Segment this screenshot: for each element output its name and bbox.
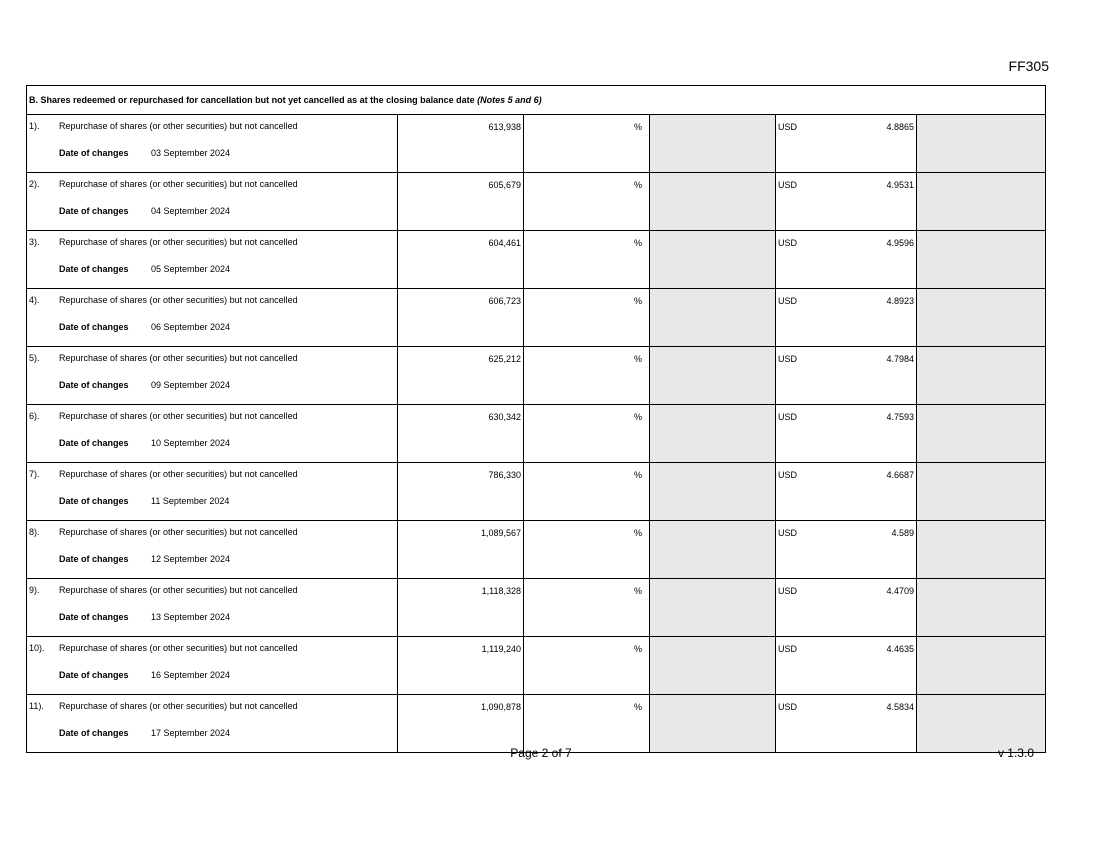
blank-grey-cell bbox=[650, 231, 776, 289]
section-header bbox=[27, 86, 1046, 115]
quantity-cell: 1,118,328 bbox=[398, 579, 524, 637]
percent-cell: % bbox=[524, 463, 650, 521]
blank-grey-cell bbox=[650, 695, 776, 753]
table-row bbox=[27, 405, 1046, 463]
date-value: 11 September 2024 bbox=[151, 496, 230, 506]
date-label: Date of changes bbox=[59, 322, 129, 332]
date-label: Date of changes bbox=[59, 148, 129, 158]
row-description: Repurchase of shares (or other securities) but not cancelled bbox=[59, 411, 298, 421]
blank-grey-cell bbox=[650, 579, 776, 637]
row-number: 9). bbox=[29, 585, 40, 595]
percent-cell: % bbox=[524, 173, 650, 231]
row-description: Repurchase of shares (or other securities) but not cancelled bbox=[59, 469, 298, 479]
blank-grey-cell bbox=[917, 405, 1046, 463]
table-row bbox=[27, 463, 1046, 521]
blank-grey-cell bbox=[917, 463, 1046, 521]
section-header-row bbox=[27, 86, 1046, 115]
description-cell bbox=[27, 173, 398, 231]
currency-label: USD bbox=[778, 296, 798, 306]
row-description: Repurchase of shares (or other securities) but not cancelled bbox=[59, 701, 298, 711]
blank-grey-cell bbox=[917, 173, 1046, 231]
currency-label: USD bbox=[778, 238, 798, 248]
blank-grey-cell bbox=[650, 463, 776, 521]
row-number: 8). bbox=[29, 527, 40, 537]
section-title: B. Shares redeemed or repurchased for cancellation but not yet cancelled as at the closing balance date bbox=[29, 95, 475, 105]
row-number: 10). bbox=[29, 643, 45, 653]
description-cell bbox=[27, 579, 398, 637]
blank-grey-cell bbox=[917, 521, 1046, 579]
blank-grey-cell bbox=[917, 695, 1046, 753]
date-label: Date of changes bbox=[59, 728, 129, 738]
price-cell bbox=[776, 521, 917, 579]
page-number: Page 2 of 7 bbox=[510, 746, 572, 760]
table-row bbox=[27, 115, 1046, 173]
quantity-cell: 605,679 bbox=[398, 173, 524, 231]
blank-grey-cell bbox=[917, 289, 1046, 347]
date-label: Date of changes bbox=[59, 612, 129, 622]
row-description: Repurchase of shares (or other securities) but not cancelled bbox=[59, 179, 298, 189]
blank-grey-cell bbox=[650, 115, 776, 173]
price-value: 4.589 bbox=[891, 528, 914, 538]
row-number: 3). bbox=[29, 237, 40, 247]
blank-grey-cell bbox=[650, 173, 776, 231]
price-cell bbox=[776, 289, 917, 347]
quantity-cell: 606,723 bbox=[398, 289, 524, 347]
row-number: 1). bbox=[29, 121, 40, 131]
price-value: 4.9596 bbox=[886, 238, 914, 248]
version-label: v 1.3.0 bbox=[997, 746, 1034, 760]
repurchase-table bbox=[26, 85, 1046, 753]
blank-grey-cell bbox=[650, 521, 776, 579]
date-value: 09 September 2024 bbox=[151, 380, 231, 390]
price-cell bbox=[776, 579, 917, 637]
date-value: 03 September 2024 bbox=[151, 148, 231, 158]
section-notes: (Notes 5 and 6) bbox=[477, 95, 542, 105]
percent-cell: % bbox=[524, 289, 650, 347]
price-value: 4.8923 bbox=[886, 296, 914, 306]
row-description: Repurchase of shares (or other securities) but not cancelled bbox=[59, 585, 298, 595]
percent-cell: % bbox=[524, 637, 650, 695]
row-description: Repurchase of shares (or other securities) but not cancelled bbox=[59, 353, 298, 363]
percent-cell: % bbox=[524, 347, 650, 405]
blank-grey-cell bbox=[917, 637, 1046, 695]
price-value: 4.4635 bbox=[886, 644, 914, 654]
blank-grey-cell bbox=[917, 579, 1046, 637]
table-row bbox=[27, 695, 1046, 753]
price-value: 4.4709 bbox=[886, 586, 914, 596]
table-row bbox=[27, 521, 1046, 579]
date-label: Date of changes bbox=[59, 264, 129, 274]
price-value: 4.7593 bbox=[886, 412, 914, 422]
date-label: Date of changes bbox=[59, 670, 129, 680]
currency-label: USD bbox=[778, 354, 798, 364]
form-code: FF305 bbox=[1008, 58, 1049, 74]
percent-cell: % bbox=[524, 521, 650, 579]
description-cell bbox=[27, 695, 398, 753]
percent-cell: % bbox=[524, 579, 650, 637]
currency-label: USD bbox=[778, 644, 798, 654]
description-cell bbox=[27, 463, 398, 521]
currency-label: USD bbox=[778, 122, 798, 132]
blank-grey-cell bbox=[650, 289, 776, 347]
date-value: 16 September 2024 bbox=[151, 670, 231, 680]
row-number: 6). bbox=[29, 411, 40, 421]
row-description: Repurchase of shares (or other securities) but not cancelled bbox=[59, 121, 298, 131]
price-value: 4.6687 bbox=[886, 470, 914, 480]
currency-label: USD bbox=[778, 702, 798, 712]
percent-cell: % bbox=[524, 695, 650, 753]
blank-grey-cell bbox=[917, 115, 1046, 173]
quantity-cell: 604,461 bbox=[398, 231, 524, 289]
row-number: 7). bbox=[29, 469, 40, 479]
price-value: 4.5834 bbox=[886, 702, 914, 712]
quantity-cell: 1,090,878 bbox=[398, 695, 524, 753]
blank-grey-cell bbox=[917, 231, 1046, 289]
date-label: Date of changes bbox=[59, 206, 129, 216]
description-cell bbox=[27, 405, 398, 463]
price-value: 4.9531 bbox=[886, 180, 914, 190]
date-value: 12 September 2024 bbox=[151, 554, 231, 564]
blank-grey-cell bbox=[650, 637, 776, 695]
table-row bbox=[27, 231, 1046, 289]
price-cell bbox=[776, 637, 917, 695]
percent-cell: % bbox=[524, 115, 650, 173]
row-number: 5). bbox=[29, 353, 40, 363]
quantity-cell: 1,089,567 bbox=[398, 521, 524, 579]
row-number: 2). bbox=[29, 179, 40, 189]
table-row bbox=[27, 173, 1046, 231]
price-cell bbox=[776, 173, 917, 231]
currency-label: USD bbox=[778, 180, 798, 190]
date-value: 05 September 2024 bbox=[151, 264, 231, 274]
row-description: Repurchase of shares (or other securities) but not cancelled bbox=[59, 643, 298, 653]
price-value: 4.7984 bbox=[886, 354, 914, 364]
date-value: 13 September 2024 bbox=[151, 612, 231, 622]
price-cell bbox=[776, 695, 917, 753]
table-row bbox=[27, 347, 1046, 405]
quantity-cell: 630,342 bbox=[398, 405, 524, 463]
quantity-cell: 786,330 bbox=[398, 463, 524, 521]
description-cell bbox=[27, 637, 398, 695]
row-number: 11). bbox=[29, 701, 44, 711]
quantity-cell: 613,938 bbox=[398, 115, 524, 173]
price-cell bbox=[776, 231, 917, 289]
row-description: Repurchase of shares (or other securities) but not cancelled bbox=[59, 237, 298, 247]
blank-grey-cell bbox=[650, 405, 776, 463]
blank-grey-cell bbox=[917, 347, 1046, 405]
price-cell bbox=[776, 405, 917, 463]
date-label: Date of changes bbox=[59, 554, 129, 564]
table-row bbox=[27, 579, 1046, 637]
blank-grey-cell bbox=[650, 347, 776, 405]
quantity-cell: 625,212 bbox=[398, 347, 524, 405]
currency-label: USD bbox=[778, 470, 798, 480]
date-label: Date of changes bbox=[59, 438, 129, 448]
percent-cell: % bbox=[524, 405, 650, 463]
description-cell bbox=[27, 347, 398, 405]
table-row bbox=[27, 289, 1046, 347]
date-label: Date of changes bbox=[59, 380, 129, 390]
percent-cell: % bbox=[524, 231, 650, 289]
price-cell bbox=[776, 347, 917, 405]
row-description: Repurchase of shares (or other securities) but not cancelled bbox=[59, 527, 298, 537]
description-cell bbox=[27, 231, 398, 289]
row-number: 4). bbox=[29, 295, 40, 305]
quantity-cell: 1,119,240 bbox=[398, 637, 524, 695]
date-label: Date of changes bbox=[59, 496, 129, 506]
currency-label: USD bbox=[778, 528, 798, 538]
description-cell bbox=[27, 521, 398, 579]
description-cell bbox=[27, 289, 398, 347]
description-cell bbox=[27, 115, 398, 173]
currency-label: USD bbox=[778, 586, 798, 596]
table-row bbox=[27, 637, 1046, 695]
currency-label: USD bbox=[778, 412, 798, 422]
date-value: 10 September 2024 bbox=[151, 438, 231, 448]
date-value: 17 September 2024 bbox=[151, 728, 231, 738]
date-value: 06 September 2024 bbox=[151, 322, 231, 332]
date-value: 04 September 2024 bbox=[151, 206, 231, 216]
price-cell bbox=[776, 115, 917, 173]
row-description: Repurchase of shares (or other securities) but not cancelled bbox=[59, 295, 298, 305]
price-value: 4.8865 bbox=[886, 122, 914, 132]
price-cell bbox=[776, 463, 917, 521]
